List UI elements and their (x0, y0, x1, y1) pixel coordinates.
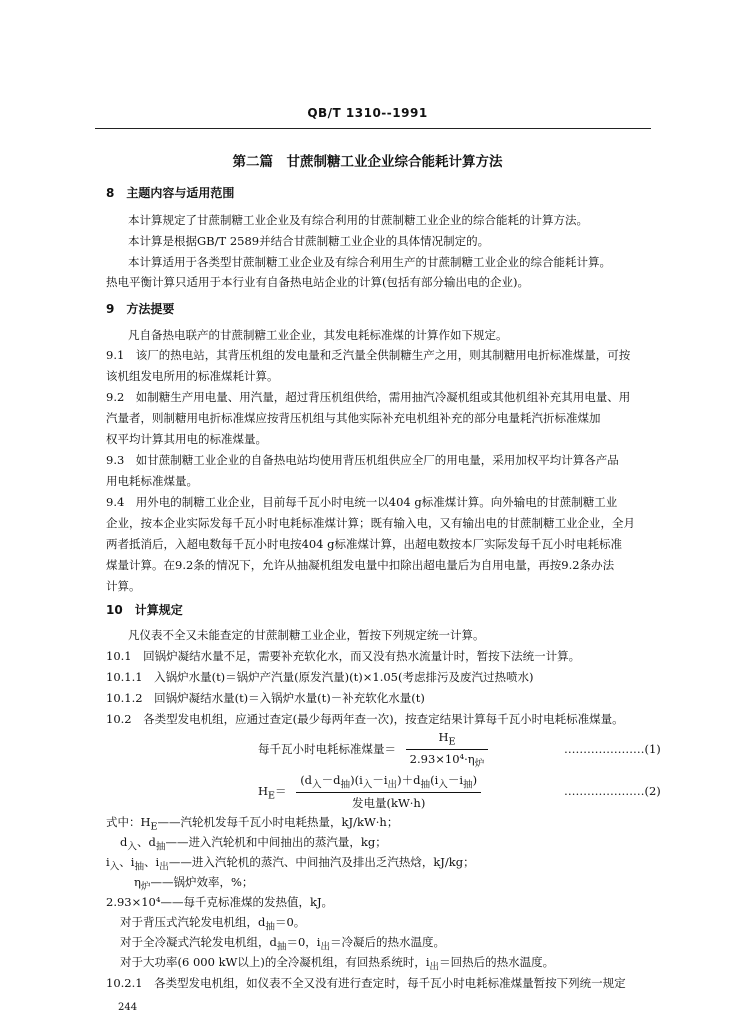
paragraph-line: 9.4 用外电的制糖工业企业，目前每千瓦小时电统一以404 g标准煤计算。向外输电的甘蔗制糖工业 (106, 495, 618, 509)
paragraph-line: 两者抵消后，入超电数每千瓦小时电按404 g标准煤计算，出超电数按本厂实际发每千瓦小时电耗标准 (106, 537, 622, 551)
paragraph-line: 10.2 各类型发电机组，应通过查定(最少每两年查一次)，按查定结果计算每千瓦小时电耗标准煤量。 (106, 712, 624, 726)
definition-line: $i_入$、$i_抽$、$i_出——$进入汽轮机的蒸汽、中间抽汽及排出乏汽热焓，kJ/kg； (106, 855, 475, 873)
paragraph-line: 热电平衡计算只适用于本行业有自备热电站企业的计算(包括有部分输出电的企业)。 (106, 275, 529, 289)
page-title: 第二篇 甘蔗制糖工业企业综合能耗计算方法 (232, 154, 503, 170)
paragraph-line: 10.2.1 各类型发电机组，如仪表不全又没有进行查定时，每千瓦小时电耗标准煤量暂按下列统一规定 (106, 976, 626, 990)
formula-1-number: …………………(1) (564, 742, 661, 756)
paragraph-line: 本计算是根据GB/T 2589并结合甘蔗制糖工业企业的具体情况制定的。 (128, 234, 490, 248)
paragraph-line: 本计算适用于各类型甘蔗制糖工业企业及有综合利用生产的甘蔗制糖工业企业的综合能耗计算。 (128, 255, 611, 269)
formula-2-lhs: $H_E=$ (258, 783, 287, 801)
definition-line: 2.93×10⁴——每千克标准煤的发热值，kJ。 (106, 895, 334, 909)
page-number: 244 (118, 1002, 138, 1013)
paragraph-line: 该机组发电所用的标准煤耗计算。 (106, 369, 279, 383)
formula-1 (258, 730, 488, 770)
paragraph-line: 凡仪表不全又未能查定的甘蔗制糖工业企业，暂按下列规定统一计算。 (128, 628, 485, 642)
paragraph-line: 权平均计算其用电的标准煤量。 (106, 432, 267, 446)
paragraph-line: 凡自备热电联产的甘蔗制糖工业企业，其发电耗标准煤的计算作如下规定。 (128, 328, 508, 342)
paragraph-line: 计算。 (106, 579, 141, 593)
paragraph-line: 用电耗标准煤量。 (106, 474, 198, 488)
paragraph-line: 对于全冷凝式汽轮发电机组，$d_抽=0$，$i_出=$冷凝后的热水温度。 (120, 935, 446, 953)
formula-2-fraction (296, 772, 481, 811)
section-heading-8: 8 主题内容与适用范围 (106, 186, 235, 200)
definition-line: 式中：$H_E——$汽轮机发每千瓦小时电耗热量，kJ/kW·h； (106, 815, 399, 833)
formula-1-lhs: 每千瓦小时电耗标准煤量＝ (258, 741, 396, 756)
formula-2-numerator: $(d_入-d_抽)(i_入-i_出)+d_抽(i_入-i_抽)$ (296, 772, 481, 793)
paragraph-line: 企业，按本企业实际发每千瓦小时电耗标准煤计算；既有输入电，又有输出电的甘蔗制糖工业企业，全月 (106, 516, 635, 530)
paragraph-line: 本计算规定了甘蔗制糖工业企业及有综合利用的甘蔗制糖工业企业的综合能耗的计算方法。 (128, 213, 588, 227)
paragraph-line: 对于大功率(6 000 kW以上)的全冷凝机组，有回热系统时，$i_出=$回热后的热水温度。 (120, 955, 555, 973)
paragraph-line: 9.1 该厂的热电站，其背压机组的发电量和乏汽量全供制糖生产之用，则其制糖用电折标准煤量，可按 (106, 348, 631, 362)
formula-1-denominator: $2.93\times 10^4\cdot\eta_炉$ (409, 752, 485, 770)
formula-1-fraction (406, 730, 489, 770)
definition-line: $d_入$、$d_抽——$进入汽轮机和中间抽出的蒸汽量，kg； (120, 835, 387, 853)
paragraph-line: 10.1 回锅炉凝结水量不足，需要补充软化水，而又没有热水流量计时，暂按下法统一计算。 (106, 649, 581, 663)
paragraph-line: 煤量计算。在9.2条的情况下，允许从抽凝机组发电量中扣除出超电量后为自用电量，再按9.2条办法 (106, 558, 615, 572)
header-rule (95, 128, 651, 129)
paragraph-line: 10.1.1 入锅炉水量(t)＝锅炉产汽量(原发汽量)(t)×1.05(考虑排污及废汽过热喷水) (106, 670, 534, 684)
paragraph-line: 9.3 如甘蔗制糖工业企业的自备热电站均使用背压机组供应全厂的用电量，采用加权平均计算各产品 (106, 453, 619, 467)
standard-number: QB/T 1310--1991 (307, 106, 428, 120)
paragraph-line: 对于背压式汽轮发电机组，$d_抽=0$。 (120, 915, 306, 933)
paragraph-line: 10.1.2 回锅炉凝结水量(t)＝入锅炉水量(t)－补充软化水量(t) (106, 691, 425, 705)
section-heading-10: 10 计算规定 (106, 603, 183, 617)
formula-2-denominator: 发电量(kW·h) (352, 796, 426, 811)
paragraph-line: 汽量者，则制糖用电折标准煤应按背压机组与其他实际补充电机组补充的部分电量耗汽折标准煤加 (106, 411, 601, 425)
section-heading-9: 9 方法提要 (106, 302, 175, 316)
formula-2-number: …………………(2) (564, 784, 661, 798)
paragraph-line: 9.2 如制糖生产用电量、用汽量，超过背压机组供给，需用抽汽冷凝机组或其他机组补充其用电量、用 (106, 390, 631, 404)
formula-2 (258, 772, 481, 811)
definition-line: $\eta_炉——$锅炉效率，%； (134, 875, 254, 893)
formula-1-numerator: $H_E$ (406, 730, 489, 750)
